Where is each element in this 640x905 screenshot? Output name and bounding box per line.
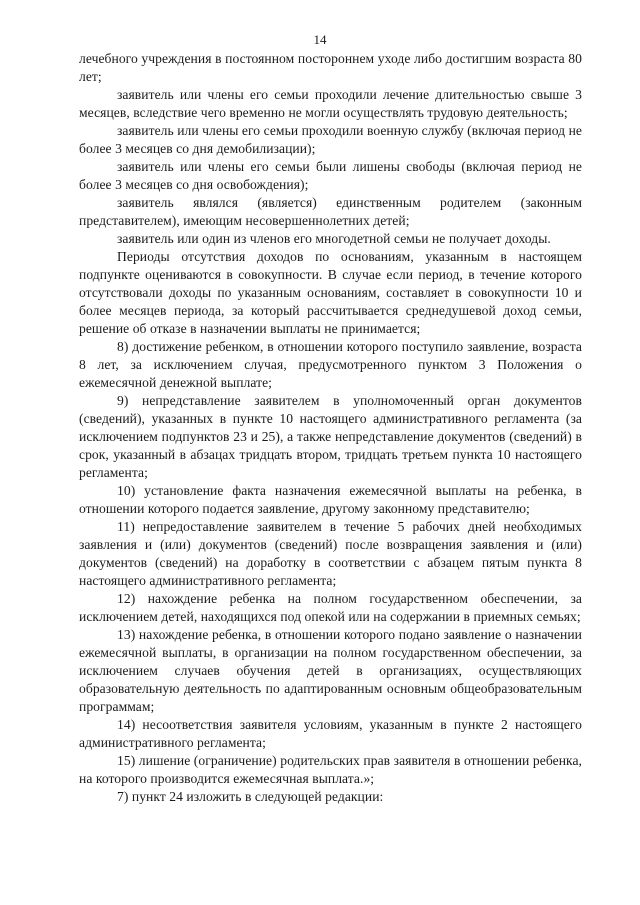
paragraph-item-13: 13) нахождение ребенка, в отношении которого подано заявление о назначении ежемесячной выплаты, в организации на полном государственном обеспечении, за исключением случаев обучения детей в организациях, осуществляющих образовательную деятельность по адаптированным основным общеобразовательным программам; [79, 627, 582, 714]
paragraph-item-12: 12) нахождение ребенка на полном государственном обеспечении, за исключением детей, находящихся под опекой или на содержании в приемных семьях; [79, 591, 582, 624]
paragraph: заявитель являлся (является) единственным родителем (законным представителем), имеющим несовершеннолетних детей; [79, 195, 582, 228]
paragraph-item-11: 11) непредоставление заявителем в течение 5 рабочих дней необходимых заявления и (или) документов (сведений) после возвращения заявления и (или) документов (сведений) на доработку в соответствии с абзацем пятым пункта 8 настоящего административного регламента; [79, 519, 582, 588]
paragraph: заявитель или члены его семьи проходили военную службу (включая период не более 3 месяцев со дня демобилизации); [79, 123, 582, 156]
paragraph: заявитель или члены его семьи проходили лечение длительностью свыше 3 месяцев, вследствие чего временно не могли осуществлять трудовую деятельность; [79, 87, 582, 120]
page-number: 14 [313, 32, 327, 47]
paragraph: заявитель или члены его семьи были лишены свободы (включая период не более 3 месяцев со дня освобождения); [79, 159, 582, 192]
paragraph-continuation: лечебного учреждения в постоянном постороннем уходе либо достигшим возраста 80 лет; [79, 51, 582, 84]
paragraph-item-8: 8) достижение ребенком, в отношении которого поступило заявление, возраста 8 лет, за исключением случая, предусмотренного пунктом 3 Положения о ежемесячной денежной выплате; [79, 339, 582, 390]
paragraph-item-9: 9) непредставление заявителем в уполномоченный орган документов (сведений), указанных в пункте 10 настоящего административного регламента (за исключением подпунктов 23 и 25), а также непредставление документов (сведений) в срок, указанный в абзацах тридцать втором, тридцать третьем пункта 10 настоящего регламента; [79, 393, 582, 480]
paragraph-item-15: 15) лишение (ограничение) родительских прав заявителя в отношении ребенка, на которого производится ежемесячная выплата.»; [79, 753, 582, 786]
paragraph-item-7: 7) пункт 24 изложить в следующей редакции: [117, 789, 384, 804]
paragraph: Периоды отсутствия доходов по основаниям, указанным в настоящем подпункте оцениваются в совокупности. В случае если период, в течение которого отсутствовали доходы по указанным основаниям, составляет в совокупности 10 и более месяцев периода, за который рассчитывается среднедушевой доход семьи, решение об отказе в назначении выплаты не принимается; [79, 249, 582, 336]
paragraph-item-14: 14) несоответствия заявителя условиям, указанным в пункте 2 настоящего административного регламента; [79, 717, 582, 750]
paragraph-item-10: 10) установление факта назначения ежемесячной выплаты на ребенка, в отношении которого подается заявление, другому законному представителю; [79, 483, 582, 516]
page-body [79, 50, 582, 806]
paragraph: заявитель или один из членов его многодетной семьи не получает доходы. [117, 231, 551, 246]
